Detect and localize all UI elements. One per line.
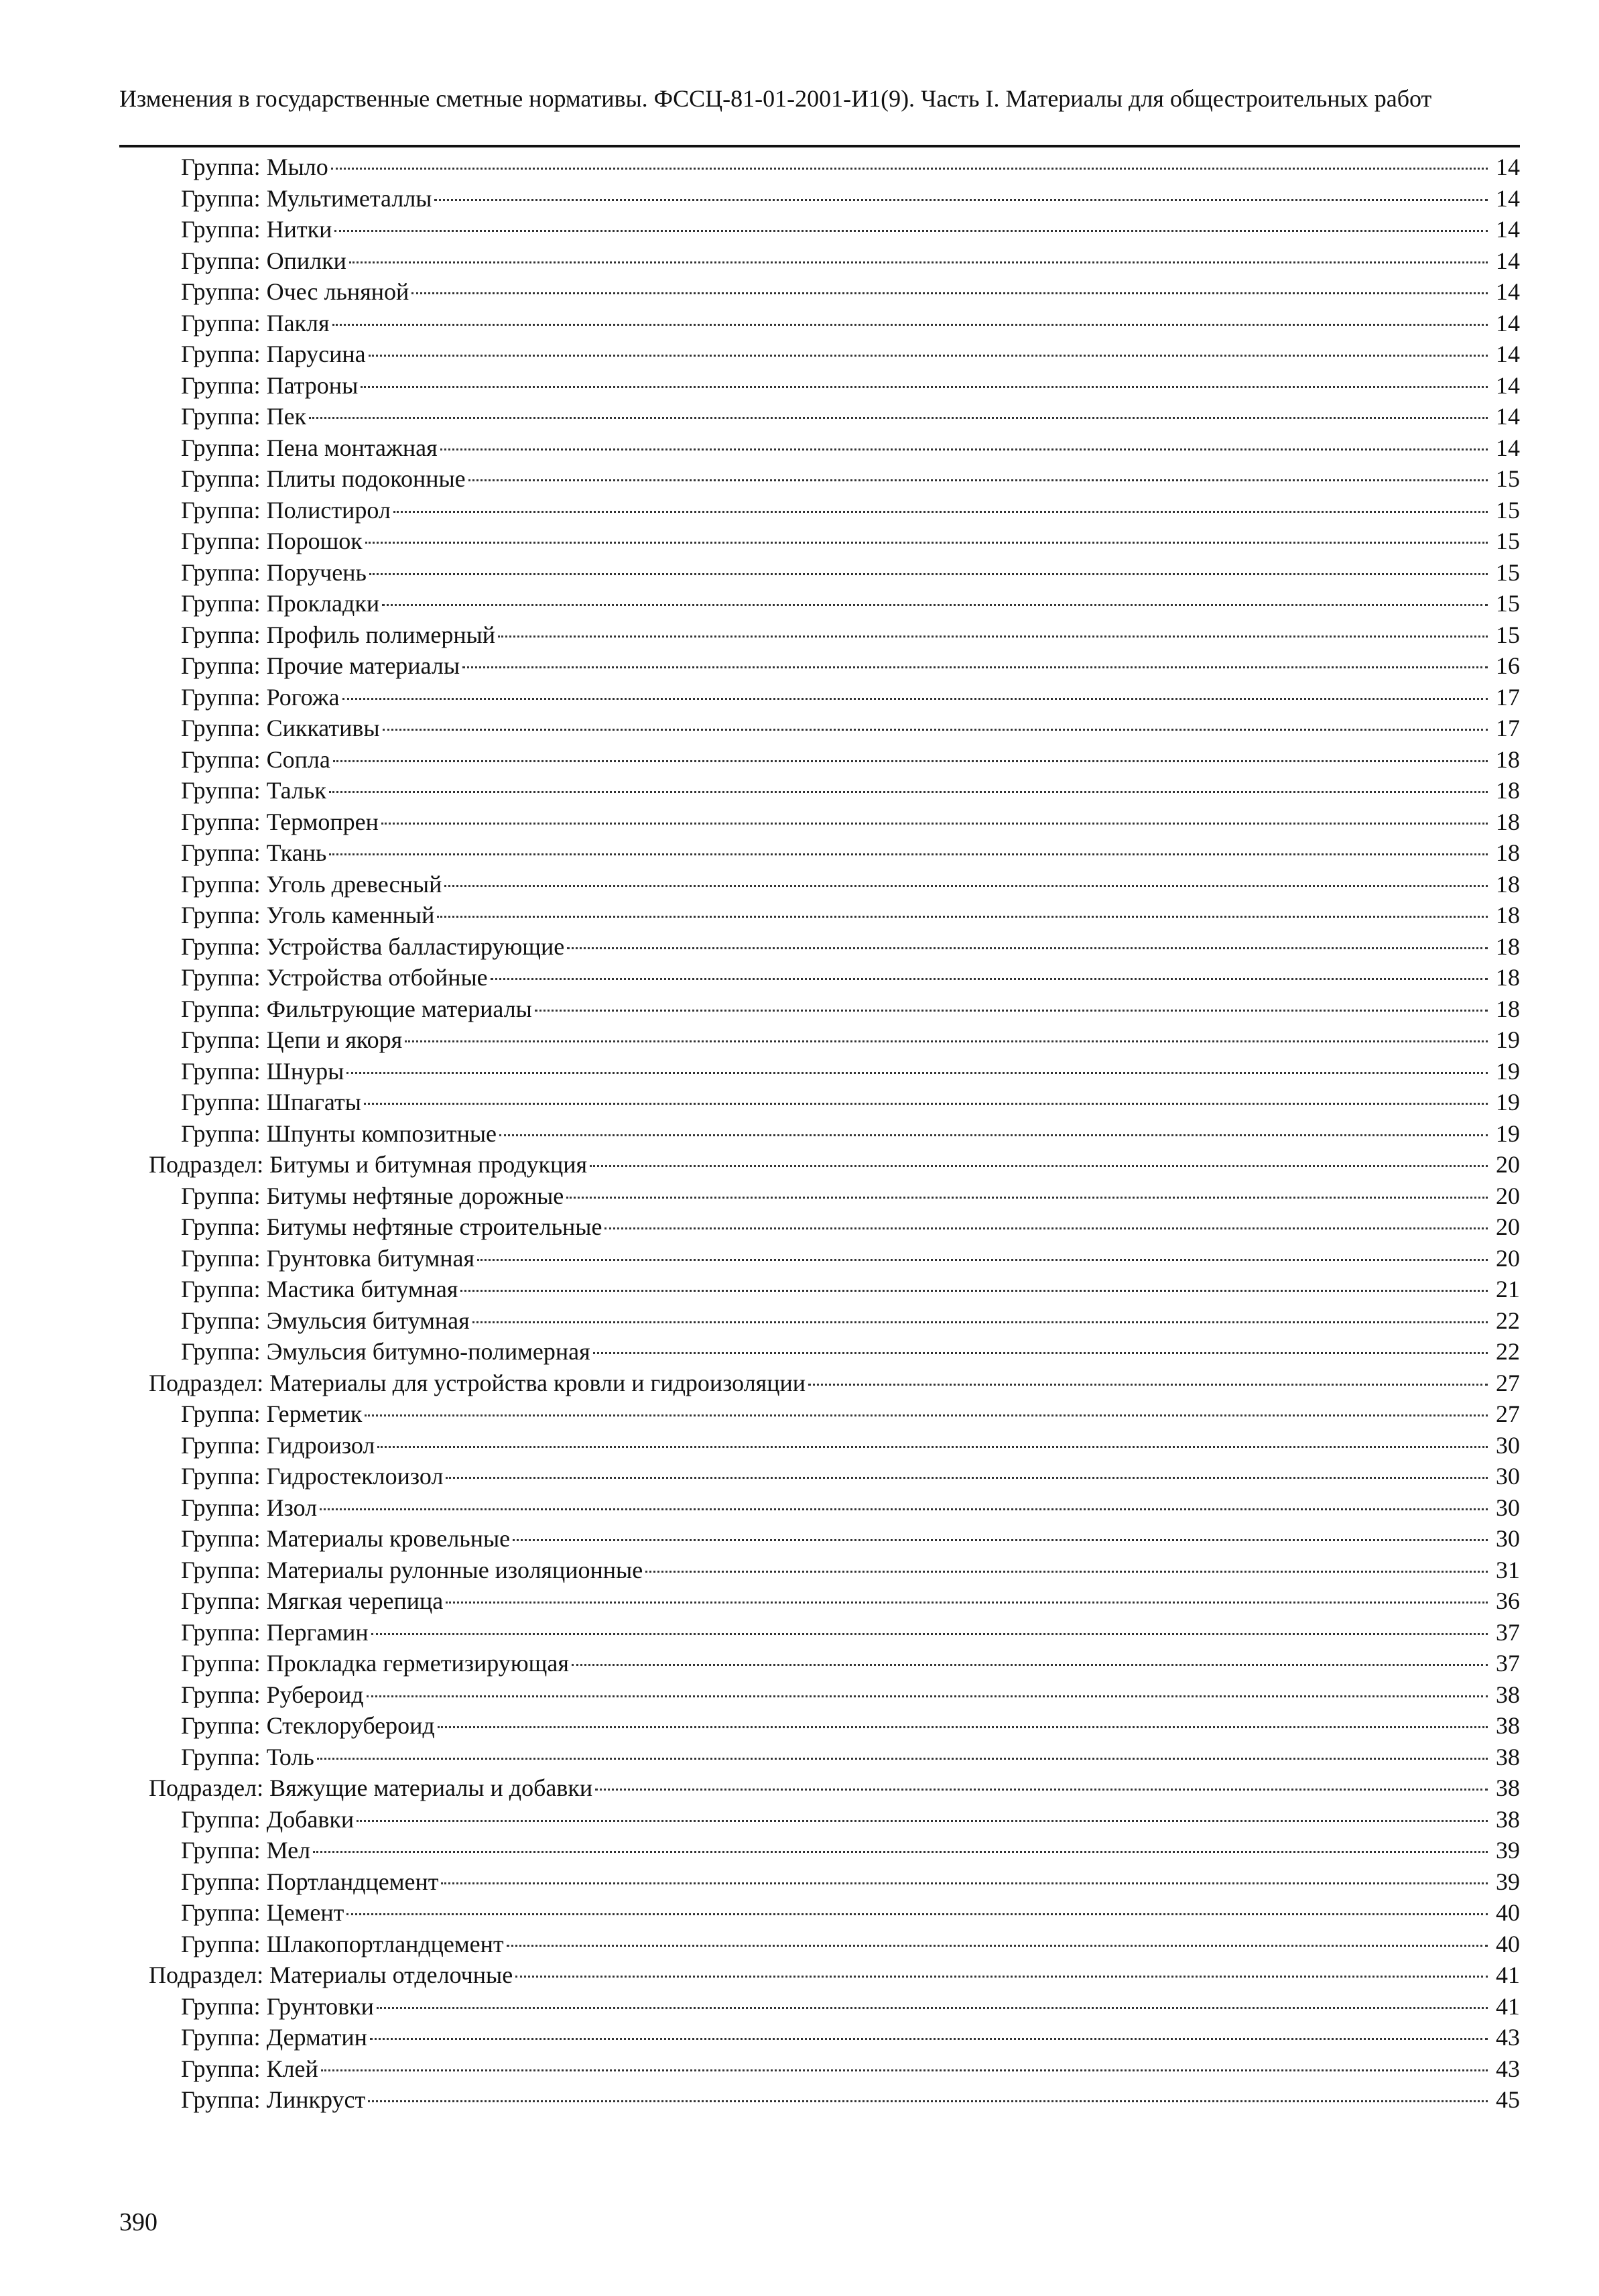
dot-leader bbox=[411, 292, 1488, 294]
toc-group-row[interactable] bbox=[119, 1929, 1520, 1960]
toc-entry-page: 22 bbox=[1496, 1338, 1520, 1365]
dot-leader bbox=[313, 1851, 1488, 1853]
toc-entry-title: Группа: Парусина bbox=[181, 341, 366, 367]
dot-leader bbox=[364, 1103, 1488, 1105]
toc-entry-title: Группа: Опилки bbox=[181, 247, 346, 274]
dot-leader bbox=[595, 1789, 1488, 1791]
dot-leader bbox=[381, 823, 1488, 825]
toc-entry-page: 27 bbox=[1496, 1369, 1520, 1396]
toc-entry-page: 30 bbox=[1496, 1463, 1520, 1490]
toc-entry-page: 18 bbox=[1496, 870, 1520, 898]
toc-group-row[interactable] bbox=[119, 682, 1520, 713]
toc-entry-page: 40 bbox=[1496, 1930, 1520, 1957]
dot-leader bbox=[320, 1508, 1488, 1510]
toc-entry-page: 14 bbox=[1496, 341, 1520, 367]
dot-leader bbox=[440, 448, 1488, 450]
toc-entry-title: Группа: Шнуры bbox=[181, 1057, 344, 1085]
dot-leader bbox=[446, 1477, 1488, 1479]
toc-entry-title: Группа: Гидростеклоизол bbox=[181, 1463, 444, 1490]
toc-entry-title: Группа: Мыло bbox=[181, 154, 328, 180]
toc-group-row[interactable] bbox=[119, 152, 1520, 183]
toc-entry-title: Группа: Плиты подоконные bbox=[181, 465, 466, 492]
toc-group-row[interactable] bbox=[119, 962, 1520, 993]
toc-group-row[interactable] bbox=[119, 900, 1520, 931]
toc-entry-page: 30 bbox=[1496, 1494, 1520, 1521]
toc-entry-page: 15 bbox=[1496, 558, 1520, 586]
toc-group-row[interactable] bbox=[119, 1181, 1520, 1212]
toc-group-row[interactable] bbox=[119, 2053, 1520, 2085]
toc-entry-title: Подраздел: Битумы и битумная продукция bbox=[149, 1151, 588, 1178]
dot-leader bbox=[365, 542, 1488, 544]
dot-leader bbox=[434, 199, 1488, 201]
toc-entry-title: Группа: Толь bbox=[181, 1743, 314, 1770]
toc-entry-page: 31 bbox=[1496, 1556, 1520, 1583]
dot-leader bbox=[393, 511, 1488, 513]
toc-group-row[interactable] bbox=[119, 806, 1520, 838]
toc-section-row[interactable] bbox=[119, 1368, 1520, 1399]
toc-entry-page: 18 bbox=[1496, 777, 1520, 804]
toc-group-row[interactable] bbox=[119, 931, 1520, 963]
toc-group-row[interactable] bbox=[119, 339, 1520, 370]
toc-entry-page: 14 bbox=[1496, 216, 1520, 243]
dot-leader bbox=[369, 573, 1488, 575]
dot-leader bbox=[515, 1976, 1488, 1978]
toc-entry-title: Группа: Шпагаты bbox=[181, 1089, 361, 1115]
toc-entry-page: 37 bbox=[1496, 1650, 1520, 1677]
toc-entry-page: 43 bbox=[1496, 2055, 1520, 2082]
toc-entry-title: Группа: Шпунты композитные bbox=[181, 1120, 497, 1147]
toc-group-row[interactable] bbox=[119, 1555, 1520, 1586]
running-header: Изменения в государственные сметные нормативы. ФССЦ-81-01-2001-И1(9). Часть I. Материалы для общестроительных работ bbox=[119, 85, 1432, 112]
toc-entry-title: Группа: Эмульсия битумная bbox=[181, 1307, 470, 1334]
toc-entry-title: Группа: Уголь древесный bbox=[181, 870, 442, 898]
toc-section-row[interactable] bbox=[119, 1959, 1520, 1991]
dot-leader bbox=[309, 417, 1488, 419]
toc-entry-title: Группа: Сопла bbox=[181, 745, 330, 773]
toc-entry-title: Группа: Сиккативы bbox=[181, 715, 380, 741]
toc-entry-page: 43 bbox=[1496, 2024, 1520, 2051]
toc-entry-page: 39 bbox=[1496, 1868, 1520, 1895]
toc-entry-title: Группа: Поручень bbox=[181, 558, 367, 586]
dot-leader bbox=[321, 2069, 1488, 2071]
toc-group-row[interactable] bbox=[119, 1804, 1520, 1835]
toc-entry-page: 20 bbox=[1496, 1151, 1520, 1178]
dot-leader bbox=[444, 885, 1488, 887]
toc-entry-title: Группа: Тальк bbox=[181, 777, 326, 804]
dot-leader bbox=[590, 1165, 1488, 1167]
toc-entry-title: Группа: Фильтрующие материалы bbox=[181, 995, 532, 1022]
dot-leader bbox=[499, 1134, 1488, 1136]
toc-entry-title: Группа: Профиль полимерный bbox=[181, 621, 496, 648]
dot-leader bbox=[477, 1259, 1488, 1261]
toc-entry-title: Группа: Портландцемент bbox=[181, 1868, 439, 1895]
dot-leader bbox=[329, 853, 1488, 855]
toc-group-row[interactable] bbox=[119, 1024, 1520, 1056]
toc-entry-page: 20 bbox=[1496, 1182, 1520, 1209]
toc-entry-title: Группа: Устройства отбойные bbox=[181, 964, 488, 991]
dot-leader bbox=[593, 1352, 1488, 1354]
toc-section-row[interactable] bbox=[119, 1149, 1520, 1181]
toc-entry-page: 14 bbox=[1496, 278, 1520, 305]
dot-leader bbox=[346, 1913, 1488, 1915]
toc-group-row[interactable] bbox=[119, 993, 1520, 1025]
toc-entry-page: 14 bbox=[1496, 309, 1520, 337]
toc-entry-page: 18 bbox=[1496, 995, 1520, 1022]
dot-leader bbox=[604, 1227, 1488, 1229]
toc-entry-page: 45 bbox=[1496, 2086, 1520, 2113]
toc-entry-page: 14 bbox=[1496, 403, 1520, 430]
toc-entry-page: 30 bbox=[1496, 1431, 1520, 1459]
toc-entry-title: Группа: Цемент bbox=[181, 1899, 344, 1926]
dot-leader bbox=[460, 1290, 1488, 1292]
dot-leader bbox=[370, 2038, 1488, 2040]
toc-entry-page: 15 bbox=[1496, 465, 1520, 492]
toc-group-row[interactable] bbox=[119, 214, 1520, 245]
toc-entry-page: 38 bbox=[1496, 1805, 1520, 1833]
toc-entry-page: 14 bbox=[1496, 184, 1520, 212]
table-of-contents bbox=[119, 152, 1520, 2116]
toc-entry-page: 15 bbox=[1496, 621, 1520, 648]
toc-entry-title: Группа: Полистирол bbox=[181, 496, 391, 524]
toc-group-row[interactable] bbox=[119, 713, 1520, 744]
toc-entry-page: 40 bbox=[1496, 1899, 1520, 1926]
toc-entry-title: Подраздел: Материалы отделочные bbox=[149, 1961, 513, 1988]
toc-entry-title: Группа: Клей bbox=[181, 2055, 318, 2082]
toc-entry-page: 15 bbox=[1496, 528, 1520, 554]
toc-entry-title: Группа: Патроны bbox=[181, 371, 359, 399]
toc-entry-page: 36 bbox=[1496, 1587, 1520, 1614]
toc-group-row[interactable] bbox=[119, 1617, 1520, 1648]
dot-leader bbox=[446, 1602, 1488, 1604]
toc-entry-title: Группа: Цепи и якоря bbox=[181, 1026, 403, 1053]
toc-section-row[interactable] bbox=[119, 1772, 1520, 1804]
toc-entry-page: 19 bbox=[1496, 1026, 1520, 1053]
toc-group-row[interactable] bbox=[119, 1866, 1520, 1898]
toc-group-row[interactable] bbox=[119, 837, 1520, 869]
dot-leader bbox=[317, 1758, 1488, 1760]
toc-entry-title: Группа: Пена монтажная bbox=[181, 434, 438, 461]
toc-entry-page: 16 bbox=[1496, 652, 1520, 679]
toc-group-row[interactable] bbox=[119, 183, 1520, 215]
dot-leader bbox=[346, 1072, 1488, 1074]
dot-leader bbox=[645, 1571, 1488, 1573]
toc-entry-title: Группа: Пек bbox=[181, 403, 307, 430]
toc-entry-title: Группа: Битумы нефтяные строительные bbox=[181, 1213, 602, 1240]
toc-group-row[interactable] bbox=[119, 276, 1520, 308]
toc-group-row[interactable] bbox=[119, 744, 1520, 776]
dot-leader bbox=[332, 324, 1488, 326]
toc-entry-page: 18 bbox=[1496, 902, 1520, 928]
toc-entry-title: Группа: Прочие материалы bbox=[181, 652, 460, 679]
page-number: 390 bbox=[119, 2208, 157, 2236]
toc-group-row[interactable] bbox=[119, 1056, 1520, 1087]
dot-leader bbox=[342, 698, 1488, 700]
toc-entry-title: Группа: Мультиметаллы bbox=[181, 184, 432, 212]
toc-entry-title: Группа: Мягкая черепица bbox=[181, 1587, 444, 1614]
toc-group-row[interactable] bbox=[119, 1648, 1520, 1679]
dot-leader bbox=[438, 1726, 1488, 1728]
dot-leader bbox=[377, 1446, 1488, 1448]
toc-entry-title: Подраздел: Материалы для устройства кровли и гидроизоляции bbox=[149, 1369, 806, 1396]
toc-entry-title: Группа: Пергамин bbox=[181, 1618, 369, 1646]
dot-leader bbox=[507, 1945, 1488, 1947]
dot-leader bbox=[441, 1882, 1488, 1884]
toc-entry-title: Группа: Термопрен bbox=[181, 808, 379, 835]
toc-group-row[interactable] bbox=[119, 1897, 1520, 1929]
dot-leader bbox=[365, 1414, 1488, 1416]
toc-group-row[interactable] bbox=[119, 1585, 1520, 1617]
toc-entry-page: 38 bbox=[1496, 1774, 1520, 1801]
dot-leader bbox=[572, 1664, 1488, 1666]
toc-entry-page: 22 bbox=[1496, 1307, 1520, 1334]
dot-leader bbox=[361, 386, 1488, 388]
toc-entry-page: 20 bbox=[1496, 1244, 1520, 1272]
toc-entry-title: Группа: Порошок bbox=[181, 528, 363, 554]
dot-leader bbox=[382, 604, 1488, 606]
toc-group-row[interactable] bbox=[119, 401, 1520, 432]
toc-entry-page: 14 bbox=[1496, 154, 1520, 180]
dot-leader bbox=[349, 261, 1488, 263]
dot-leader bbox=[383, 729, 1488, 731]
toc-entry-title: Группа: Материалы рулонные изоляционные bbox=[181, 1556, 643, 1583]
dot-leader bbox=[369, 355, 1488, 357]
toc-group-row[interactable] bbox=[119, 1274, 1520, 1305]
toc-entry-page: 20 bbox=[1496, 1213, 1520, 1240]
toc-entry-page: 18 bbox=[1496, 964, 1520, 991]
toc-entry-title: Группа: Пакля bbox=[181, 309, 330, 337]
toc-group-row[interactable] bbox=[119, 650, 1520, 682]
toc-entry-title: Подраздел: Вяжущие материалы и добавки bbox=[149, 1774, 593, 1801]
toc-entry-page: 14 bbox=[1496, 434, 1520, 461]
toc-group-row[interactable] bbox=[119, 1710, 1520, 1742]
toc-entry-page: 19 bbox=[1496, 1089, 1520, 1115]
dot-leader bbox=[367, 1695, 1488, 1697]
toc-entry-page: 17 bbox=[1496, 683, 1520, 711]
dot-leader bbox=[513, 1539, 1488, 1541]
toc-entry-page: 17 bbox=[1496, 715, 1520, 741]
dot-leader bbox=[535, 1010, 1488, 1012]
toc-entry-page: 15 bbox=[1496, 496, 1520, 524]
toc-group-row[interactable] bbox=[119, 1398, 1520, 1430]
toc-group-row[interactable] bbox=[119, 1336, 1520, 1368]
toc-group-row[interactable] bbox=[119, 1087, 1520, 1118]
dot-leader bbox=[333, 760, 1488, 762]
toc-entry-title: Группа: Прокладки bbox=[181, 590, 380, 617]
toc-entry-page: 18 bbox=[1496, 745, 1520, 773]
toc-entry-page: 38 bbox=[1496, 1681, 1520, 1708]
dot-leader bbox=[468, 479, 1488, 481]
toc-entry-title: Группа: Уголь каменный bbox=[181, 902, 435, 928]
toc-group-row[interactable] bbox=[119, 495, 1520, 526]
dot-leader bbox=[567, 947, 1488, 949]
toc-entry-page: 14 bbox=[1496, 371, 1520, 399]
toc-entry-page: 41 bbox=[1496, 1961, 1520, 1988]
toc-entry-page: 39 bbox=[1496, 1837, 1520, 1864]
toc-entry-title: Группа: Битумы нефтяные дорожные bbox=[181, 1182, 564, 1209]
dot-leader bbox=[329, 791, 1488, 793]
dot-leader bbox=[808, 1384, 1488, 1386]
toc-entry-title: Группа: Линкруст bbox=[181, 2086, 366, 2113]
dot-leader bbox=[405, 1040, 1488, 1042]
toc-entry-title: Группа: Нитки bbox=[181, 216, 332, 243]
toc-entry-page: 18 bbox=[1496, 808, 1520, 835]
toc-group-row[interactable] bbox=[119, 1305, 1520, 1337]
toc-entry-page: 30 bbox=[1496, 1525, 1520, 1552]
toc-group-row[interactable] bbox=[119, 588, 1520, 619]
toc-group-row[interactable] bbox=[119, 1835, 1520, 1866]
toc-entry-page: 14 bbox=[1496, 247, 1520, 274]
dot-leader bbox=[371, 1633, 1488, 1635]
toc-group-row[interactable] bbox=[119, 1523, 1520, 1555]
toc-entry-title: Группа: Дерматин bbox=[181, 2024, 367, 2051]
dot-leader bbox=[437, 916, 1488, 918]
toc-entry-page: 19 bbox=[1496, 1057, 1520, 1085]
toc-group-row[interactable] bbox=[119, 2022, 1520, 2053]
toc-entry-page: 27 bbox=[1496, 1400, 1520, 1427]
toc-group-row[interactable] bbox=[119, 1430, 1520, 1461]
toc-entry-page: 41 bbox=[1496, 1992, 1520, 2020]
dot-leader bbox=[462, 666, 1488, 668]
toc-entry-page: 18 bbox=[1496, 839, 1520, 866]
toc-group-row[interactable] bbox=[119, 370, 1520, 402]
toc-group-row[interactable] bbox=[119, 1679, 1520, 1711]
toc-entry-page: 18 bbox=[1496, 932, 1520, 960]
dot-leader bbox=[377, 2007, 1488, 2009]
toc-group-row[interactable] bbox=[119, 432, 1520, 464]
toc-entry-title: Группа: Рогожа bbox=[181, 683, 340, 711]
dot-leader bbox=[334, 230, 1488, 232]
toc-entry-title: Группа: Стеклорубероид bbox=[181, 1712, 435, 1739]
toc-group-row[interactable] bbox=[119, 619, 1520, 651]
header-rule bbox=[119, 145, 1520, 147]
toc-group-row[interactable] bbox=[119, 1742, 1520, 1773]
dot-leader bbox=[498, 636, 1488, 638]
toc-group-row[interactable] bbox=[119, 1118, 1520, 1150]
toc-group-row[interactable] bbox=[119, 775, 1520, 806]
toc-group-row[interactable] bbox=[119, 869, 1520, 900]
toc-entry-title: Группа: Мастика битумная bbox=[181, 1276, 458, 1303]
dot-leader bbox=[357, 1820, 1488, 1822]
toc-entry-page: 38 bbox=[1496, 1712, 1520, 1739]
dot-leader bbox=[491, 978, 1488, 980]
toc-group-row[interactable] bbox=[119, 308, 1520, 339]
toc-entry-page: 37 bbox=[1496, 1618, 1520, 1646]
toc-entry-title: Группа: Грунтовка битумная bbox=[181, 1244, 475, 1272]
toc-group-row[interactable] bbox=[119, 1243, 1520, 1274]
toc-entry-title: Группа: Изол bbox=[181, 1494, 318, 1521]
toc-entry-title: Группа: Эмульсия битумно-полимерная bbox=[181, 1338, 590, 1365]
toc-entry-title: Группа: Мел bbox=[181, 1837, 311, 1864]
toc-group-row[interactable] bbox=[119, 2084, 1520, 2116]
toc-group-row[interactable] bbox=[119, 1991, 1520, 2022]
toc-entry-title: Группа: Добавки bbox=[181, 1805, 355, 1833]
toc-entry-title: Группа: Ткань bbox=[181, 839, 327, 866]
toc-entry-title: Группа: Гидроизол bbox=[181, 1431, 375, 1459]
toc-group-row[interactable] bbox=[119, 1492, 1520, 1524]
toc-group-row[interactable] bbox=[119, 1211, 1520, 1243]
toc-group-row[interactable] bbox=[119, 245, 1520, 277]
toc-group-row[interactable] bbox=[119, 526, 1520, 557]
dot-leader bbox=[566, 1197, 1488, 1199]
toc-entry-title: Группа: Шлакопортландцемент bbox=[181, 1930, 504, 1957]
dot-leader bbox=[331, 168, 1488, 170]
toc-entry-title: Группа: Рубероид bbox=[181, 1681, 364, 1708]
toc-group-row[interactable] bbox=[119, 1461, 1520, 1492]
toc-entry-page: 21 bbox=[1496, 1276, 1520, 1303]
toc-entry-title: Группа: Грунтовки bbox=[181, 1992, 374, 2020]
toc-group-row[interactable] bbox=[119, 463, 1520, 495]
toc-entry-title: Группа: Очес льняной bbox=[181, 278, 409, 305]
toc-entry-title: Группа: Герметик bbox=[181, 1400, 363, 1427]
dot-leader bbox=[368, 2100, 1488, 2102]
toc-entry-page: 38 bbox=[1496, 1743, 1520, 1770]
dot-leader bbox=[472, 1321, 1488, 1323]
toc-entry-title: Группа: Материалы кровельные bbox=[181, 1525, 511, 1552]
toc-entry-page: 19 bbox=[1496, 1120, 1520, 1147]
toc-entry-title: Группа: Устройства балластирующие bbox=[181, 932, 565, 960]
toc-entry-title: Группа: Прокладка герметизирующая bbox=[181, 1650, 569, 1677]
toc-group-row[interactable] bbox=[119, 557, 1520, 589]
toc-entry-page: 15 bbox=[1496, 590, 1520, 617]
